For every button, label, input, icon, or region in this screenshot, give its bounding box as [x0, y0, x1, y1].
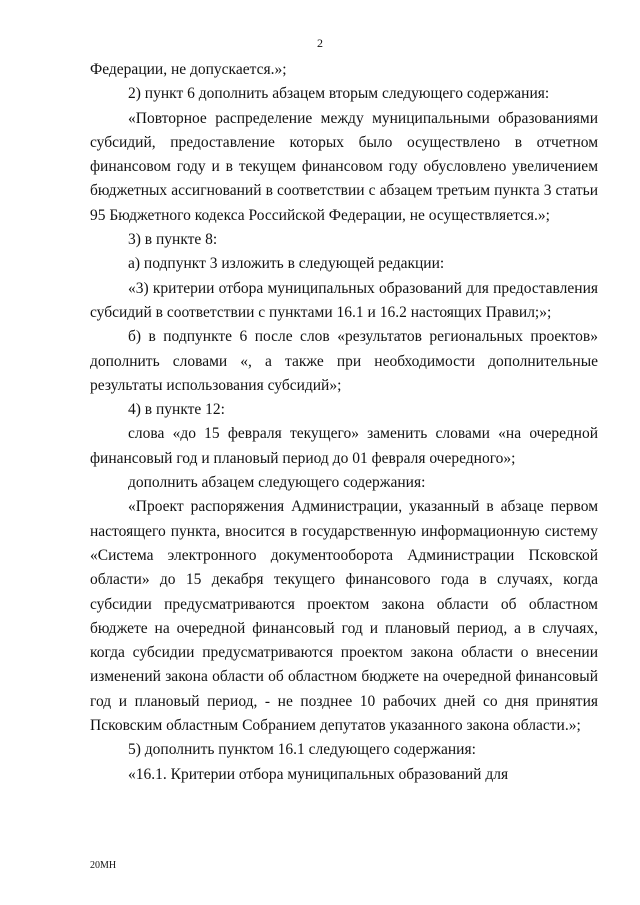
- paragraph-quote-16-1: «16.1. Критерии отбора муниципальных образований для: [128, 765, 509, 783]
- page-number: 2: [317, 36, 323, 50]
- paragraph-item-4: 4) в пункте 12:: [128, 401, 225, 419]
- paragraph-item-3: 3) в пункте 8:: [128, 231, 218, 249]
- paragraph-subitem-b: б) в подпункте 6 после слов «результатов региональных проектов» дополнить словами «, а также при необходимости дополнительные результаты использования субсидий»;: [90, 328, 598, 394]
- paragraph-subitem-a: а) подпункт 3 изложить в следующей редакции:: [128, 255, 445, 273]
- paragraph-replace-words: слова «до 15 февраля текущего» заменить словами «на очередной финансовый год и плановый период до 01 февраля очередного»;: [90, 425, 598, 467]
- paragraph-quote-redistribution: «Повторное распределение между муниципальными образованиями субсидий, предоставление которых было осуществлено в отчетном финансовом году и в текущем финансовом году обусловлено увеличением бюджетных ассигнований в соответствии с абзацем третьим пункта 3 статьи 95 Бюджетного кодекса Российской Федерации, не осуществляется.»;: [90, 109, 598, 224]
- paragraph-item-5: 5) дополнить пунктом 16.1 следующего содержания:: [128, 741, 476, 759]
- paragraph-quote-draft-order: «Проект распоряжения Администрации, указанный в абзаце первом настоящего пункта, вносится в государственную информационную систему «Система электронного документооборота Администрации Псковской области» до 15 декабря текущего финансового года в случаях, когда субсидии предусматриваются проектом закона области об областном бюджете на очередной финансовый год и плановый период, а в случаях, когда субсидии предусматриваются проектом закона области о внесении изменений закона области об областном бюджете на очередной финансовый год и плановый период, - не позднее 10 рабочих дней со дня принятия Псковским областным Собранием депутатов указанного закона области.»;: [90, 498, 598, 735]
- paragraph-quote-criteria: «3) критерии отбора муниципальных образований для предоставления субсидий в соответствии с пунктами 16.1 и 16.2 настоящих Правил;»;: [90, 279, 598, 321]
- paragraph-item-2: 2) пункт 6 дополнить абзацем вторым следующего содержания:: [128, 85, 550, 103]
- paragraph-add-abzac: дополнить абзацем следующего содержания:: [128, 474, 426, 492]
- paragraph-continuation: Федерации, не допускается.»;: [90, 61, 287, 78]
- document-body: [90, 58, 598, 787]
- footer-code: 20МН: [90, 860, 117, 871]
